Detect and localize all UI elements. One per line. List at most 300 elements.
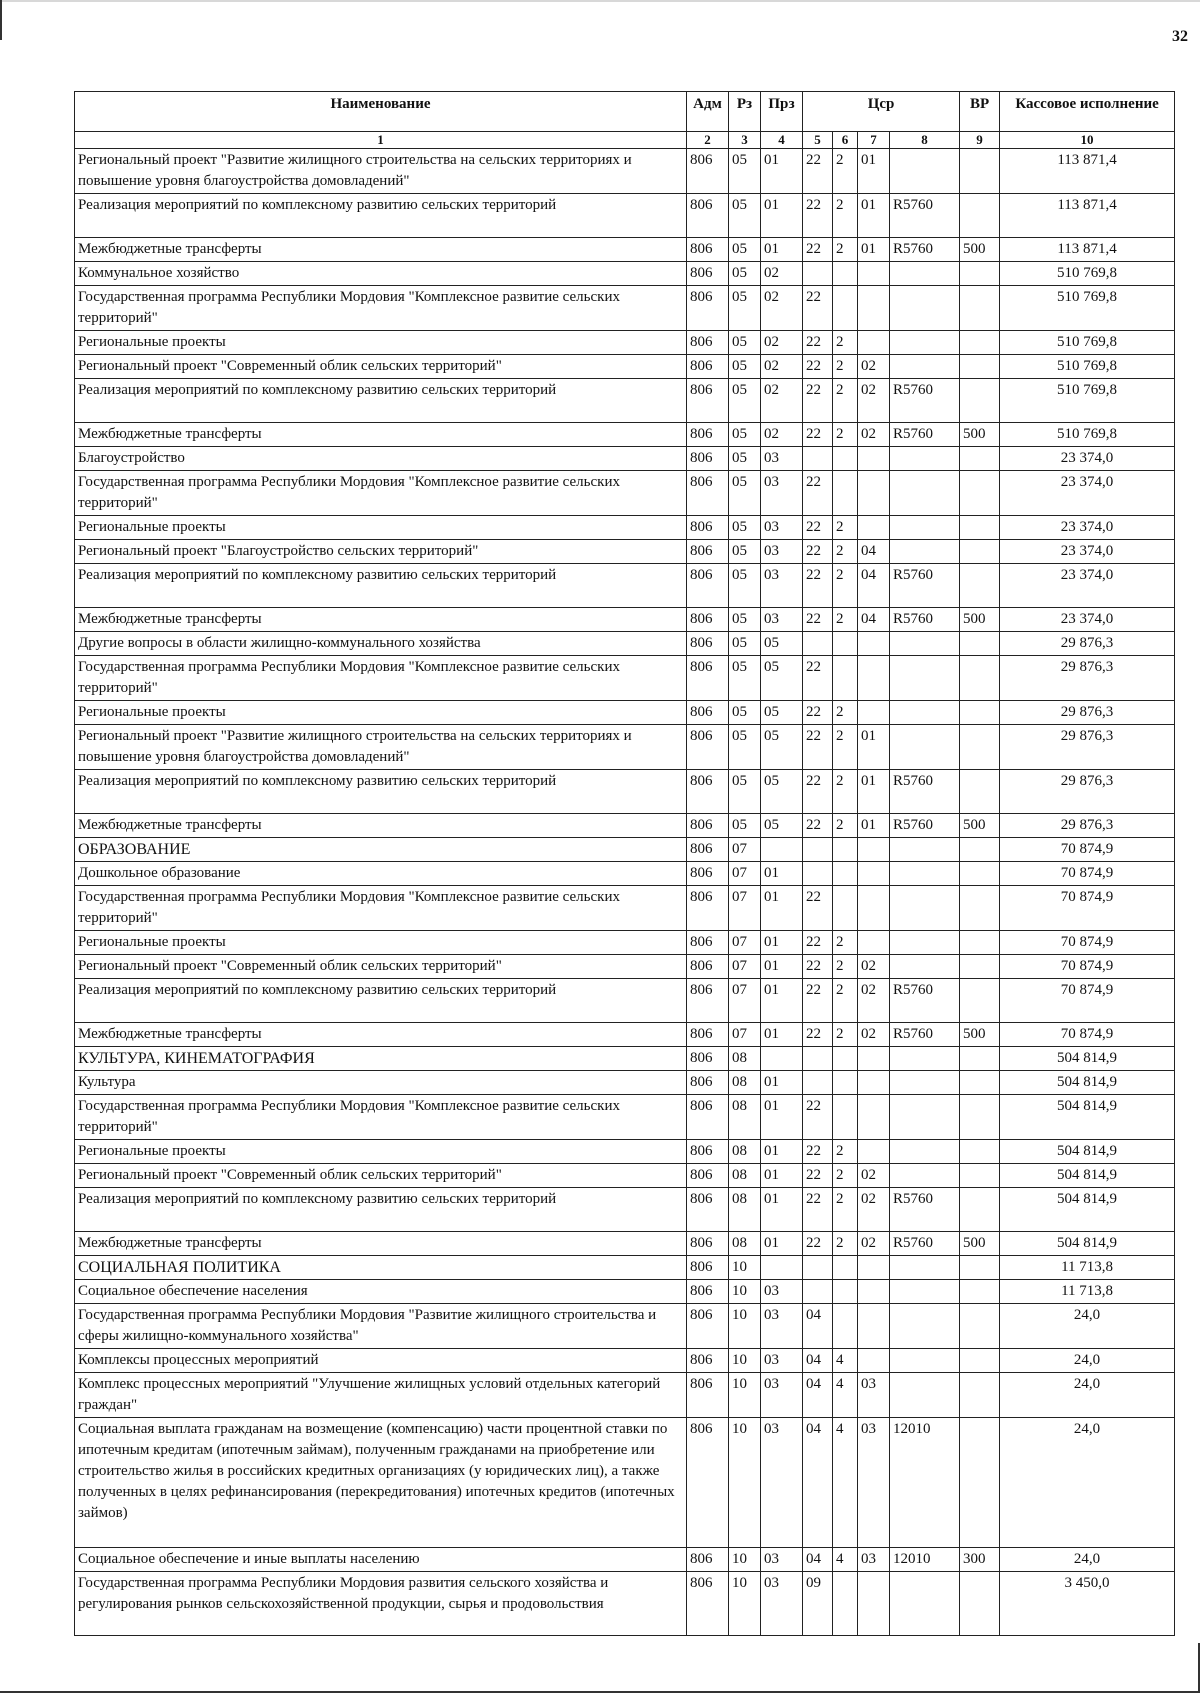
cell-prz [761,1256,803,1280]
col-number: 9 [960,132,1000,149]
cell-tsr-project: 04 [858,608,890,632]
cell-tsr-type: 2 [833,608,858,632]
cell-prz: 01 [761,955,803,979]
cell-name: Региональный проект "Современный облик сельских территорий" [75,955,687,979]
table-row [75,979,1175,1023]
cell-tsr-direction [890,1349,960,1373]
cell-amount: 510 769,8 [1000,331,1175,355]
cell-amount: 24,0 [1000,1548,1175,1572]
cell-tsr-type: 2 [833,979,858,1023]
cell-tsr-project [858,701,890,725]
cell-tsr-type: 2 [833,238,858,262]
cell-rz: 10 [729,1418,761,1548]
cell-adm: 806 [687,1095,729,1140]
cell-amount: 23 374,0 [1000,540,1175,564]
cell-amount: 11 713,8 [1000,1280,1175,1304]
cell-amount: 70 874,9 [1000,1023,1175,1047]
cell-vr [960,1304,1000,1349]
cell-tsr-program [803,1071,833,1095]
cell-amount: 29 876,3 [1000,632,1175,656]
cell-tsr-project: 01 [858,149,890,194]
table-row [75,1280,1175,1304]
cell-name: Государственная программа Республики Мордовия развития сельского хозяйства и регулирования рынков сельскохозяйственной продукции, сырья и продовольствия [75,1572,687,1636]
cell-tsr-program: 22 [803,814,833,838]
cell-rz: 05 [729,194,761,238]
cell-prz: 03 [761,447,803,471]
table-row [75,1023,1175,1047]
cell-tsr-direction: R5760 [890,814,960,838]
cell-name: Комплексы процессных мероприятий [75,1349,687,1373]
page-number: 32 [1172,28,1188,45]
table-row [75,1304,1175,1349]
cell-amount: 23 374,0 [1000,564,1175,608]
table-body [75,149,1175,1636]
cell-tsr-direction: R5760 [890,238,960,262]
cell-tsr-program [803,262,833,286]
cell-amount: 23 374,0 [1000,471,1175,516]
cell-adm: 806 [687,1304,729,1349]
cell-rz: 08 [729,1095,761,1140]
cell-tsr-direction [890,286,960,331]
cell-amount: 23 374,0 [1000,447,1175,471]
cell-adm: 806 [687,1373,729,1418]
cell-tsr-project [858,1140,890,1164]
cell-tsr-type: 4 [833,1548,858,1572]
cell-vr: 500 [960,608,1000,632]
cell-prz: 01 [761,979,803,1023]
cell-name: Реализация мероприятий по комплексному развитию сельских территорий [75,379,687,423]
cell-vr [960,725,1000,770]
cell-adm: 806 [687,701,729,725]
cell-amount: 24,0 [1000,1373,1175,1418]
column-number-row [75,132,1175,149]
cell-name: СОЦИАЛЬНАЯ ПОЛИТИКА [75,1256,687,1280]
cell-adm: 806 [687,1140,729,1164]
table-row [75,1349,1175,1373]
cell-name: Государственная программа Республики Мордовия "Комплексное развитие сельских территорий" [75,886,687,931]
cell-tsr-direction [890,1304,960,1349]
cell-name: Региональные проекты [75,1140,687,1164]
cell-vr: 500 [960,423,1000,447]
cell-tsr-type: 2 [833,564,858,608]
cell-amount: 504 814,9 [1000,1047,1175,1071]
cell-tsr-program: 22 [803,194,833,238]
cell-amount: 504 814,9 [1000,1071,1175,1095]
cell-rz: 05 [729,770,761,814]
cell-name: Межбюджетные трансферты [75,1023,687,1047]
cell-rz: 08 [729,1071,761,1095]
cell-name: Реализация мероприятий по комплексному развитию сельских территорий [75,1188,687,1232]
header-adm: Адм [687,92,729,132]
cell-amount: 504 814,9 [1000,1232,1175,1256]
cell-adm: 806 [687,1023,729,1047]
cell-vr [960,632,1000,656]
cell-prz: 01 [761,862,803,886]
cell-adm: 806 [687,516,729,540]
table-row [75,955,1175,979]
cell-tsr-type: 2 [833,1232,858,1256]
cell-prz: 05 [761,656,803,701]
cell-tsr-type: 2 [833,1164,858,1188]
cell-adm: 806 [687,540,729,564]
cell-name: Культура [75,1071,687,1095]
cell-tsr-direction: R5760 [890,608,960,632]
table-row [75,1373,1175,1418]
cell-tsr-program: 22 [803,149,833,194]
cell-tsr-project [858,1095,890,1140]
cell-prz: 02 [761,331,803,355]
cell-name: Межбюджетные трансферты [75,423,687,447]
cell-adm: 806 [687,862,729,886]
cell-tsr-project [858,1047,890,1071]
cell-vr [960,1140,1000,1164]
cell-tsr-type: 2 [833,931,858,955]
cell-rz: 07 [729,862,761,886]
table-row [75,331,1175,355]
cell-amount: 510 769,8 [1000,379,1175,423]
cell-adm: 806 [687,770,729,814]
cell-tsr-type: 2 [833,355,858,379]
cell-tsr-program: 22 [803,1164,833,1188]
cell-tsr-program: 22 [803,540,833,564]
cell-prz: 03 [761,608,803,632]
table-row [75,1232,1175,1256]
cell-vr [960,1256,1000,1280]
cell-tsr-type [833,632,858,656]
cell-tsr-direction [890,149,960,194]
cell-tsr-direction [890,355,960,379]
cell-vr [960,471,1000,516]
cell-prz: 02 [761,379,803,423]
cell-rz: 07 [729,1023,761,1047]
cell-tsr-project [858,862,890,886]
cell-prz: 03 [761,1572,803,1636]
cell-prz: 01 [761,1188,803,1232]
cell-tsr-type: 2 [833,331,858,355]
cell-adm: 806 [687,238,729,262]
cell-name: Государственная программа Республики Мордовия "Развитие жилищного строительства и сферы жилищно-коммунального хозяйства" [75,1304,687,1349]
cell-tsr-type: 2 [833,1140,858,1164]
cell-rz: 10 [729,1256,761,1280]
cell-name: Государственная программа Республики Мордовия "Комплексное развитие сельских территорий" [75,656,687,701]
cell-tsr-program: 22 [803,656,833,701]
cell-tsr-project: 02 [858,1188,890,1232]
cell-adm: 806 [687,355,729,379]
cell-rz: 05 [729,725,761,770]
cell-rz: 05 [729,238,761,262]
cell-tsr-type [833,886,858,931]
cell-vr [960,979,1000,1023]
cell-tsr-project: 02 [858,1232,890,1256]
cell-prz: 01 [761,238,803,262]
cell-rz: 10 [729,1349,761,1373]
cell-rz: 05 [729,331,761,355]
cell-tsr-program: 04 [803,1373,833,1418]
table-row [75,931,1175,955]
cell-tsr-program: 22 [803,286,833,331]
cell-tsr-program [803,1047,833,1071]
cell-rz: 05 [729,516,761,540]
cell-name: Региональные проекты [75,701,687,725]
cell-rz: 05 [729,355,761,379]
cell-tsr-direction: R5760 [890,1023,960,1047]
cell-tsr-type: 2 [833,1023,858,1047]
cell-tsr-project: 01 [858,238,890,262]
table-row [75,814,1175,838]
cell-tsr-program: 22 [803,1232,833,1256]
table-row [75,1140,1175,1164]
cell-name: Социальное обеспечение и иные выплаты населению [75,1548,687,1572]
cell-adm: 806 [687,379,729,423]
cell-rz: 05 [729,701,761,725]
cell-name: Региональный проект "Благоустройство сельских территорий" [75,540,687,564]
table-row [75,838,1175,862]
cell-tsr-project [858,1349,890,1373]
table-row [75,540,1175,564]
table-row [75,862,1175,886]
cell-vr [960,286,1000,331]
cell-prz: 01 [761,149,803,194]
cell-tsr-project [858,838,890,862]
table-row [75,379,1175,423]
cell-rz: 05 [729,379,761,423]
cell-tsr-program [803,838,833,862]
cell-rz: 05 [729,447,761,471]
col-number: 6 [833,132,858,149]
cell-amount: 510 769,8 [1000,423,1175,447]
cell-tsr-program [803,632,833,656]
cell-adm: 806 [687,1256,729,1280]
table-row [75,471,1175,516]
table-row [75,608,1175,632]
cell-vr [960,862,1000,886]
cell-tsr-type [833,838,858,862]
cell-tsr-program: 09 [803,1572,833,1636]
cell-prz: 01 [761,1071,803,1095]
cell-tsr-project: 02 [858,1164,890,1188]
cell-name: Реализация мероприятий по комплексному развитию сельских территорий [75,194,687,238]
cell-rz: 05 [729,656,761,701]
cell-tsr-project: 02 [858,355,890,379]
cell-tsr-project [858,471,890,516]
cell-amount: 113 871,4 [1000,194,1175,238]
cell-name: ОБРАЗОВАНИЕ [75,838,687,862]
cell-name: Региональный проект "Современный облик сельских территорий" [75,1164,687,1188]
cell-tsr-program: 04 [803,1349,833,1373]
cell-tsr-type [833,1071,858,1095]
cell-tsr-type [833,1280,858,1304]
table-row [75,149,1175,194]
cell-tsr-type: 2 [833,149,858,194]
cell-adm: 806 [687,886,729,931]
cell-tsr-direction [890,262,960,286]
cell-name: Другие вопросы в области жилищно-коммунального хозяйства [75,632,687,656]
cell-amount: 510 769,8 [1000,262,1175,286]
cell-tsr-direction: R5760 [890,770,960,814]
cell-tsr-type: 2 [833,379,858,423]
table-row [75,656,1175,701]
cell-amount: 510 769,8 [1000,355,1175,379]
cell-amount: 29 876,3 [1000,701,1175,725]
cell-tsr-direction [890,1071,960,1095]
cell-vr: 500 [960,1023,1000,1047]
cell-tsr-project [858,886,890,931]
cell-adm: 806 [687,931,729,955]
cell-prz: 05 [761,814,803,838]
cell-tsr-program: 04 [803,1304,833,1349]
cell-prz [761,838,803,862]
cell-amount: 504 814,9 [1000,1095,1175,1140]
cell-name: Дошкольное образование [75,862,687,886]
table-row [75,725,1175,770]
cell-tsr-direction [890,331,960,355]
cell-tsr-direction [890,1572,960,1636]
table-row [75,632,1175,656]
cell-rz: 05 [729,540,761,564]
cell-prz: 03 [761,1373,803,1418]
cell-tsr-direction [890,471,960,516]
cell-amount: 70 874,9 [1000,955,1175,979]
cell-vr [960,194,1000,238]
cell-tsr-type: 2 [833,1188,858,1232]
cell-vr: 500 [960,814,1000,838]
cell-vr: 300 [960,1548,1000,1572]
cell-vr [960,1418,1000,1548]
cell-vr [960,1349,1000,1373]
cell-vr [960,1572,1000,1636]
cell-vr [960,564,1000,608]
cell-tsr-type [833,1047,858,1071]
table-row [75,286,1175,331]
cell-amount: 3 450,0 [1000,1572,1175,1636]
col-number: 4 [761,132,803,149]
cell-tsr-project: 03 [858,1548,890,1572]
cell-prz: 03 [761,1418,803,1548]
cell-tsr-direction [890,955,960,979]
cell-tsr-project [858,262,890,286]
cell-tsr-type [833,1304,858,1349]
cell-tsr-type [833,656,858,701]
cell-tsr-type [833,447,858,471]
cell-prz: 03 [761,540,803,564]
cell-rz: 05 [729,149,761,194]
col-number: 7 [858,132,890,149]
col-number: 3 [729,132,761,149]
cell-amount: 24,0 [1000,1418,1175,1548]
cell-amount: 113 871,4 [1000,238,1175,262]
cell-tsr-direction: R5760 [890,423,960,447]
cell-vr: 500 [960,238,1000,262]
cell-rz: 05 [729,814,761,838]
cell-adm: 806 [687,286,729,331]
cell-tsr-direction [890,540,960,564]
cell-tsr-program: 22 [803,701,833,725]
cell-prz: 05 [761,725,803,770]
cell-tsr-program: 04 [803,1548,833,1572]
cell-tsr-direction [890,838,960,862]
table-row [75,886,1175,931]
cell-amount: 70 874,9 [1000,931,1175,955]
cell-adm: 806 [687,608,729,632]
budget-execution-table [74,91,1175,1636]
cell-adm: 806 [687,1280,729,1304]
cell-tsr-type [833,862,858,886]
cell-name: Региональные проекты [75,931,687,955]
cell-tsr-project: 02 [858,1023,890,1047]
cell-name: Реализация мероприятий по комплексному развитию сельских территорий [75,564,687,608]
cell-rz: 08 [729,1140,761,1164]
cell-tsr-direction [890,632,960,656]
cell-tsr-program [803,1256,833,1280]
cell-tsr-type: 2 [833,423,858,447]
cell-vr [960,355,1000,379]
cell-amount: 29 876,3 [1000,725,1175,770]
cell-tsr-project: 01 [858,725,890,770]
cell-amount: 504 814,9 [1000,1188,1175,1232]
cell-prz: 02 [761,286,803,331]
cell-adm: 806 [687,1349,729,1373]
cell-tsr-direction [890,886,960,931]
cell-name: Реализация мероприятий по комплексному развитию сельских территорий [75,770,687,814]
cell-prz: 05 [761,632,803,656]
cell-amount: 510 769,8 [1000,286,1175,331]
table-row [75,1418,1175,1548]
cell-tsr-type: 2 [833,540,858,564]
cell-prz: 01 [761,194,803,238]
cell-tsr-type: 2 [833,955,858,979]
cell-vr [960,1164,1000,1188]
cell-name: Региональный проект "Развитие жилищного строительства на сельских территориях и повышение уровня благоустройства домовладений" [75,725,687,770]
cell-tsr-project: 01 [858,194,890,238]
cell-name: Государственная программа Республики Мордовия "Комплексное развитие сельских территорий" [75,471,687,516]
cell-adm: 806 [687,838,729,862]
cell-prz: 01 [761,1095,803,1140]
cell-vr [960,770,1000,814]
cell-tsr-program: 22 [803,355,833,379]
cell-prz: 03 [761,516,803,540]
cell-name: Коммунальное хозяйство [75,262,687,286]
cell-prz: 03 [761,1349,803,1373]
cell-tsr-program: 22 [803,886,833,931]
cell-amount: 29 876,3 [1000,814,1175,838]
cell-rz: 05 [729,262,761,286]
cell-adm: 806 [687,1071,729,1095]
table-row [75,516,1175,540]
cell-amount: 29 876,3 [1000,656,1175,701]
cell-tsr-program: 22 [803,955,833,979]
cell-tsr-direction: R5760 [890,194,960,238]
cell-amount: 504 814,9 [1000,1164,1175,1188]
cell-adm: 806 [687,1047,729,1071]
cell-tsr-direction [890,656,960,701]
cell-adm: 806 [687,1232,729,1256]
cell-rz: 10 [729,1304,761,1349]
cell-rz: 10 [729,1280,761,1304]
cell-tsr-type [833,1572,858,1636]
cell-tsr-program: 22 [803,931,833,955]
cell-tsr-direction [890,516,960,540]
cell-prz: 01 [761,886,803,931]
cell-tsr-type [833,1256,858,1280]
cell-vr [960,1047,1000,1071]
cell-prz: 02 [761,423,803,447]
cell-tsr-project: 04 [858,564,890,608]
cell-tsr-project: 02 [858,979,890,1023]
cell-vr [960,447,1000,471]
cell-vr [960,331,1000,355]
cell-rz: 07 [729,838,761,862]
cell-tsr-project [858,1256,890,1280]
